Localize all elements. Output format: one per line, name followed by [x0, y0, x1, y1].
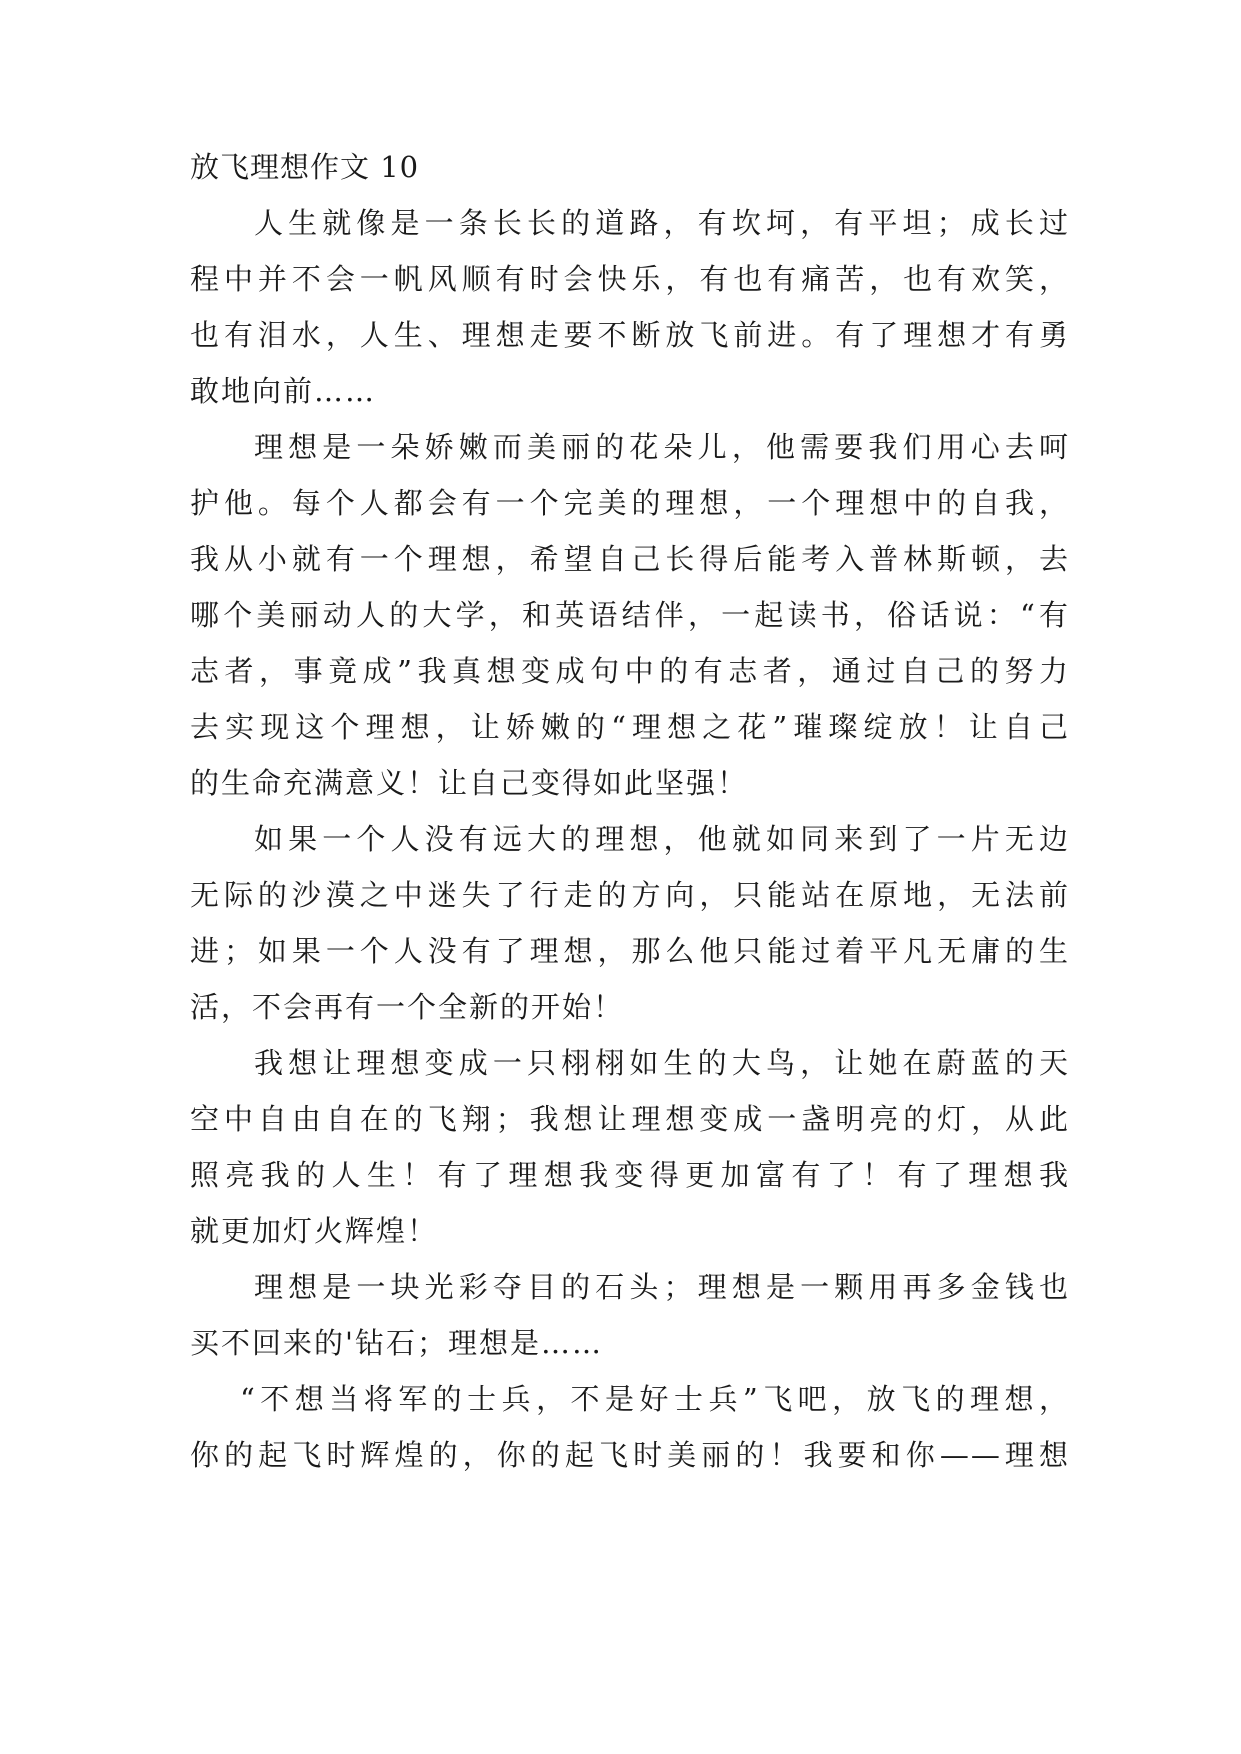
- paragraph-line: 就更加灯火辉煌！: [190, 1214, 439, 1248]
- document-title: 放飞理想作文 10: [190, 150, 420, 184]
- paragraph-line: 如果一个人没有远大的理想，他就如同来到了一片无边: [254, 822, 1070, 856]
- paragraph-line: 人生就像是一条长长的道路，有坎坷，有平坦；成长过: [254, 206, 1070, 240]
- paragraph-line: 理想是一朵娇嫩而美丽的花朵儿，他需要我们用心去呵: [254, 430, 1070, 464]
- paragraph-line: 护他。每个人都会有一个完美的理想，一个理想中的自我，: [190, 486, 1070, 520]
- paragraph-line: 程中并不会一帆风顺有时会快乐，有也有痛苦，也有欢笑，: [190, 262, 1070, 296]
- paragraph-line: 去实现这个理想，让娇嫩的“理想之花”璀璨绽放！让自己: [190, 710, 1070, 744]
- paragraph-line: 无际的沙漠之中迷失了行走的方向，只能站在原地，无法前: [190, 878, 1070, 912]
- paragraph-line: 照亮我的人生！有了理想我变得更加富有了！有了理想我: [190, 1158, 1070, 1192]
- paragraph-line: 敢地向前……: [190, 374, 377, 408]
- paragraph-line: “不想当将军的士兵，不是好士兵”飞吧，放飞的理想，: [240, 1382, 1070, 1416]
- paragraph-line: 志者，事竟成”我真想变成句中的有志者，通过自己的努力: [190, 654, 1070, 688]
- paragraph-line: 理想是一块光彩夺目的石头；理想是一颗用再多金钱也: [254, 1270, 1070, 1304]
- paragraph-line: 空中自由自在的飞翔；我想让理想变成一盏明亮的灯，从此: [190, 1102, 1070, 1136]
- paragraph-line: 也有泪水，人生、理想走要不断放飞前进。有了理想才有勇: [190, 318, 1070, 352]
- paragraph-line: 你的起飞时辉煌的，你的起飞时美丽的！我要和你——理想: [190, 1438, 1070, 1472]
- paragraph-line: 哪个美丽动人的大学，和英语结伴，一起读书，俗话说：“有: [190, 598, 1070, 632]
- paragraph-line: 我想让理想变成一只栩栩如生的大鸟，让她在蔚蓝的天: [254, 1046, 1070, 1080]
- paragraph-line: 进；如果一个人没有了理想，那么他只能过着平凡无庸的生: [190, 934, 1070, 968]
- paragraph-line: 的生命充满意义！让自己变得如此坚强！: [190, 766, 749, 800]
- paragraph-line: 我从小就有一个理想，希望自己长得后能考入普林斯顿，去: [190, 542, 1070, 576]
- paragraph-line: 活，不会再有一个全新的开始！: [190, 990, 625, 1024]
- paragraph-line: 买不回来的'钻石；理想是……: [190, 1326, 603, 1360]
